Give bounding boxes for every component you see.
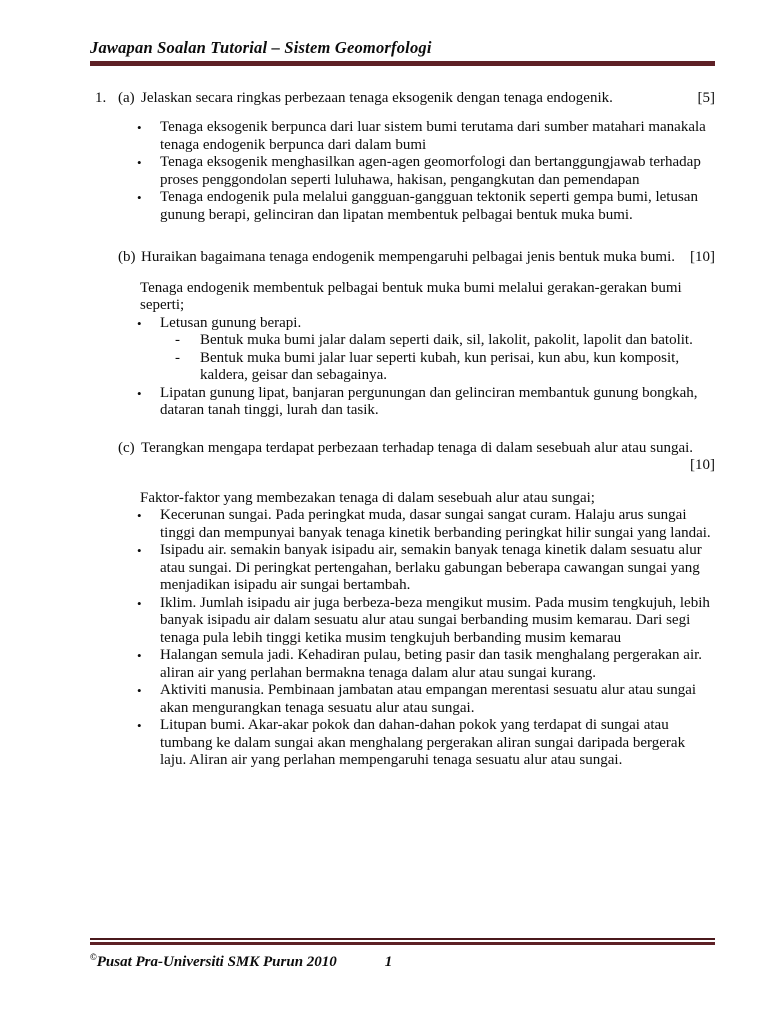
list-item: [137, 507, 715, 542]
sub-list-item-text: Bentuk muka bumi jalar dalam seperti daik, sil, lakolit, pakolit, lapolit dan batolit.: [200, 332, 693, 348]
footer-text: Pusat Pra-Universiti SMK Purun 2010: [96, 954, 337, 970]
list-item-text: Litupan bumi. Akar-akar pokok dan dahan-dahan pokok yang terdapat di sungai atau tumbang ke dalam sungai akan menghalang pergerakan aliran sungai daripada bergerak laju. Aliran air yang perlahan mempengaruhi tenaga sesuatu alur atau sungai.: [160, 717, 686, 768]
bullet-icon: •: [137, 543, 142, 558]
footer-text-line: [90, 948, 715, 971]
list-item: [137, 189, 715, 224]
question-text-c: Terangkan mengapa terdapat perbezaan terhadap tenaga di dalam sesebuah alur atau sungai.: [141, 439, 694, 456]
question-letter-a: (a): [118, 89, 135, 106]
list-item: [137, 542, 715, 595]
list-item-text: Letusan gunung berapi.: [160, 314, 302, 331]
bullet-icon: •: [137, 508, 142, 523]
list-item: [137, 682, 715, 717]
header-rule: [90, 61, 715, 66]
list-item-text: Kecerunan sungai. Pada peringkat muda, dasar sungai sangat curam. Halaju arus sungai tinggi dan mempunyai banyak tenaga kinetik berbanding peringkat hilir sungai yang landai.: [160, 507, 711, 541]
question-letter-b: (b): [118, 249, 136, 265]
sub-list-item: [175, 349, 715, 385]
marks-b: [10]: [690, 249, 715, 265]
list-item: [137, 594, 715, 648]
list-item: [137, 647, 715, 682]
list-item: [137, 119, 715, 154]
bullet-icon: •: [137, 315, 142, 331]
question-1c: [118, 440, 715, 458]
list-item-text: Lipatan gunung lipat, banjaran pergunungan dan gelinciran membantuk gunung bongkah, dataran tanah tinggi, lurah dan tasik.: [160, 384, 698, 418]
answer-list-1a: [90, 119, 715, 224]
list-item-text: Iklim. Jumlah isipadu air juga berbeza-beza mengikut musim. Pada musim tengkujuh, lebih banyak isipadu air dalam sesuatu alur atau sungai berbanding musim kemarau. Dari segi tenaga pula lebih tinggi ketika musim tengkujuh berbanding musim kemarau: [160, 594, 710, 646]
copyright-icon: ©: [90, 952, 97, 962]
bullet-icon: •: [137, 155, 142, 170]
bullet-icon: •: [137, 190, 142, 205]
question-number: 1.: [95, 89, 107, 106]
list-item: [137, 717, 715, 770]
bullet-icon: •: [137, 385, 142, 401]
question-1b: [118, 249, 715, 267]
document-footer: [90, 938, 715, 971]
document-header: [90, 38, 715, 66]
page-number: 1: [384, 954, 393, 970]
dash-icon: -: [175, 349, 180, 366]
list-item: [137, 384, 715, 420]
dash-icon: -: [175, 332, 180, 348]
question-text-a: Jelaskan secara ringkas perbezaan tenaga eksogenik dengan tenaga endogenik.: [141, 89, 613, 106]
answer-intro-1c: Faktor-faktor yang membezakan tenaga di dalam sesebuah alur atau sungai;: [140, 489, 595, 506]
sub-list: [160, 332, 715, 385]
question-text-b: Huraikan bagaimana tenaga endogenik mempengaruhi pelbagai jenis bentuk muka bumi.: [141, 249, 675, 265]
list-item: [137, 154, 715, 189]
bullet-icon: •: [137, 120, 142, 135]
question-1a: [90, 90, 715, 108]
footer-rule-thick: [90, 942, 715, 946]
list-item-text: Tenaga endogenik pula melalui gangguan-gangguan tektonik seperti gempa bumi, letusan gunung berapi, gelinciran dan lipatan membentuk pelbagai bentuk muka bumi.: [160, 189, 698, 223]
list-item-text: Halangan semula jadi. Kehadiran pulau, beting pasir dan tasik menghalang pergerakan air. aliran air yang perlahan bermakna tenaga dalam alur atau sungai kurang.: [160, 647, 703, 681]
header-title: Jawapan Soalan Tutorial – Sistem Geomorfologi: [90, 38, 432, 57]
sub-list-item: [175, 332, 715, 350]
list-item-text: Aktiviti manusia. Pembinaan jambatan atau empangan merentasi sesuatu alur atau sungai akan mengurangkan tenaga sesuatu alur atau sungai.: [160, 682, 697, 716]
list-item-text: Tenaga eksogenik menghasilkan agen-agen geomorfologi dan bertanggungjawab terhadap proses penggondolan seperti luluhawa, hakisan, pengangkutan dan pemendapan: [160, 154, 701, 188]
list-item: [137, 314, 715, 385]
list-item-text: Isipadu air. semakin banyak isipadu air, semakin banyak tenaga kinetik dalam sesuatu alur atau sungai. Di peringkat pertengahan, berlaku gabungan beberapa cawangan sungai yang menjadikan isipadu air sungai bertambah.: [160, 542, 702, 593]
answer-intro-1b: Tenaga endogenik membentuk pelbagai bentuk muka bumi melalui gerakan-gerakan bumi seperti;: [140, 279, 682, 313]
list-item-text: Tenaga eksogenik berpunca dari luar sistem bumi terutama dari sumber matahari manakala tenaga endogenik berpunca dari dalam bumi: [160, 119, 706, 153]
bullet-icon: •: [137, 648, 142, 663]
bullet-icon: •: [137, 718, 142, 733]
marks-a: [5]: [697, 89, 715, 106]
answer-list-1c: [90, 507, 715, 770]
bullet-icon: •: [137, 683, 142, 698]
answer-list-1b: [90, 315, 715, 420]
footer-rule-thin: [90, 938, 715, 940]
question-letter-c: (c): [118, 439, 135, 456]
marks-c: [10]: [690, 457, 715, 473]
sub-list-item-text: Bentuk muka bumi jalar luar seperti kubah, kun perisai, kun abu, kun komposit, kaldera, geisar dan sebagainya.: [200, 349, 680, 383]
bullet-icon: •: [137, 595, 142, 611]
